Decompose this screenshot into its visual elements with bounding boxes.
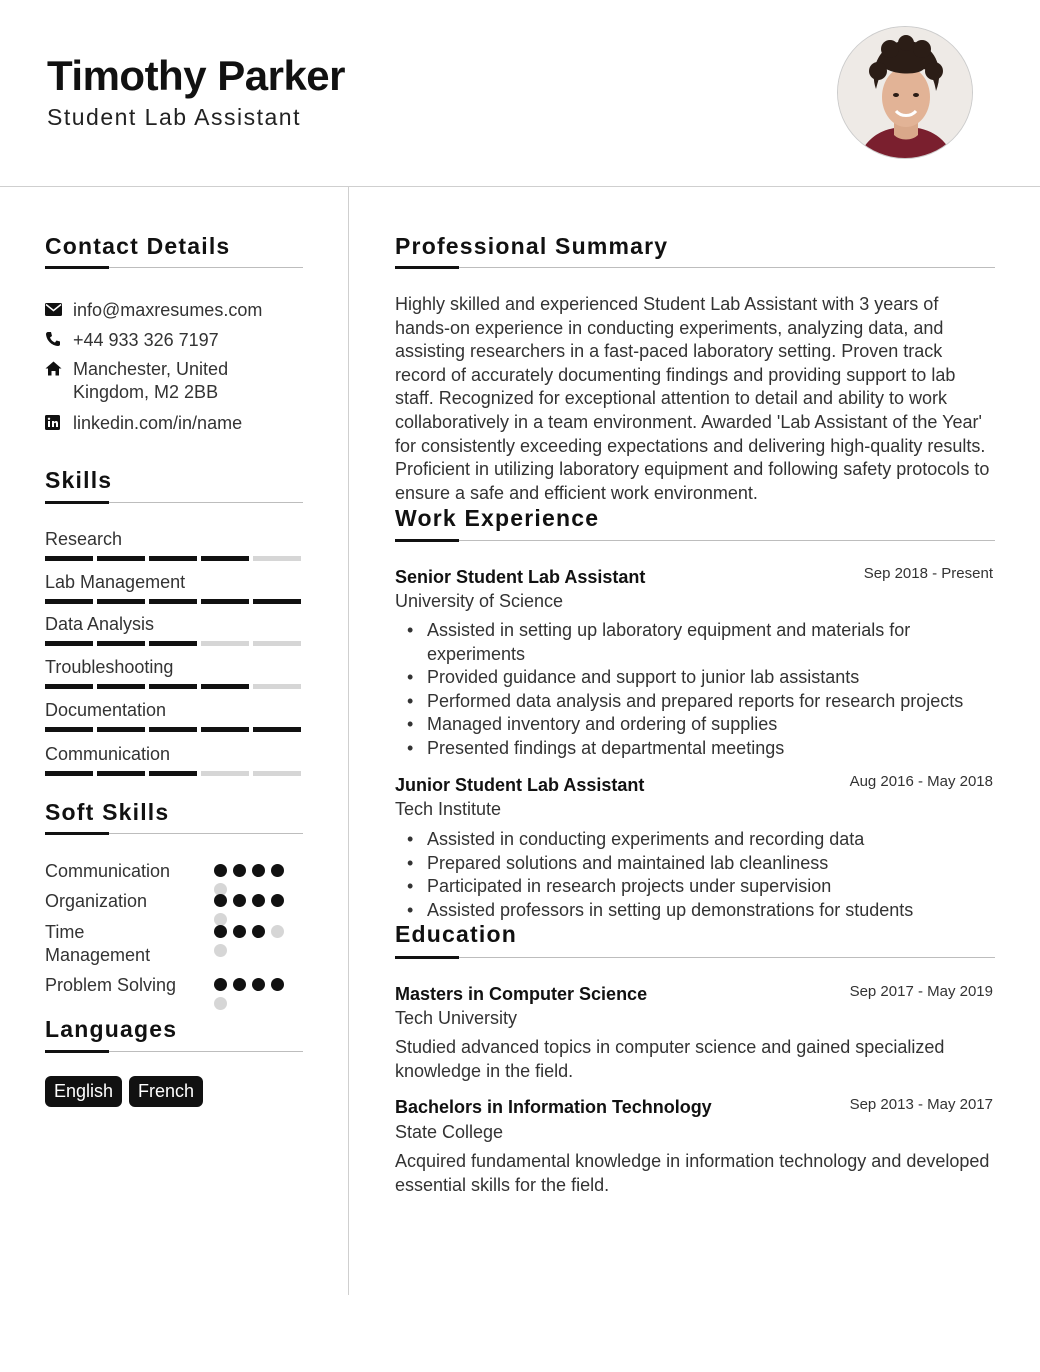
phone-text: +44 933 326 7197 bbox=[73, 330, 219, 350]
skill-level-bar bbox=[45, 599, 305, 604]
skill-bar-segment bbox=[201, 556, 249, 561]
summary-rule bbox=[395, 267, 995, 268]
email-text: info@maxresumes.com bbox=[73, 300, 263, 320]
skill-bar-segment bbox=[253, 641, 301, 646]
experience-accent bbox=[395, 539, 459, 542]
skill-bar-segment bbox=[253, 727, 301, 732]
skill-bar-segment bbox=[97, 771, 145, 776]
education-accent bbox=[395, 956, 459, 959]
skill-bar-segment bbox=[201, 641, 249, 646]
soft-skill-label: Problem Solving bbox=[45, 975, 177, 995]
soft-skill-dot bbox=[233, 894, 246, 907]
skill-label: Research bbox=[45, 529, 123, 549]
soft-skill-label: Organization bbox=[45, 891, 148, 911]
candidate-title: Student Lab Assistant bbox=[47, 104, 301, 130]
language-tag: English bbox=[45, 1076, 122, 1107]
experience-heading: Work Experience bbox=[395, 505, 600, 531]
skill-data-analysis bbox=[45, 614, 305, 646]
skill-documentation bbox=[45, 700, 305, 732]
skill-bar-segment bbox=[97, 684, 145, 689]
linkedin-text: linkedin.com/in/name bbox=[73, 413, 243, 433]
profile-photo bbox=[837, 26, 973, 159]
skill-bar-segment bbox=[45, 599, 93, 604]
degree-title: Masters in Computer Science bbox=[395, 984, 648, 1004]
list-item: • Assisted professors in setting up demonstrations for students bbox=[405, 899, 995, 923]
skill-bar-segment bbox=[201, 684, 249, 689]
degree-title: Bachelors in Information Technology bbox=[395, 1097, 712, 1117]
skill-bar-segment bbox=[253, 771, 301, 776]
education-description: Acquired fundamental knowledge in information technology and developed essential skills for the field. bbox=[395, 1151, 990, 1195]
skill-bar-segment bbox=[45, 771, 93, 776]
skill-label: Troubleshooting bbox=[45, 657, 174, 677]
summary-heading: Professional Summary bbox=[395, 233, 669, 259]
skill-bar-segment bbox=[149, 599, 197, 604]
soft-skill-dots bbox=[214, 925, 294, 957]
soft-skill-dot bbox=[252, 978, 265, 991]
soft-skill-dot bbox=[233, 925, 246, 938]
skill-bar-segment bbox=[201, 771, 249, 776]
school-name: Tech University bbox=[395, 1008, 518, 1028]
soft-skill-dot bbox=[214, 978, 227, 991]
soft-skill-label: Communication bbox=[45, 861, 171, 881]
envelope-icon bbox=[45, 299, 73, 319]
job-date: Aug 2016 - May 2018 bbox=[849, 773, 993, 790]
skill-label: Communication bbox=[45, 744, 171, 764]
soft-skill-dot bbox=[271, 925, 284, 938]
job-organization: University of Science bbox=[395, 591, 564, 611]
skill-bar-segment bbox=[97, 641, 145, 646]
soft-skill-dot bbox=[214, 894, 227, 907]
skills-accent bbox=[45, 501, 109, 504]
soft-skills-heading: Soft Skills bbox=[45, 799, 170, 825]
job-organization: Tech Institute bbox=[395, 799, 502, 819]
education-date: Sep 2013 - May 2017 bbox=[849, 1096, 993, 1113]
soft-skill-dot bbox=[233, 864, 246, 877]
list-item: • Assisted in conducting experiments and recording data bbox=[405, 828, 995, 852]
soft-skill-dot bbox=[252, 864, 265, 877]
skill-research bbox=[45, 529, 305, 561]
skill-bar-segment bbox=[97, 556, 145, 561]
avatar-illustration bbox=[838, 27, 973, 159]
summary-text: Highly skilled and experienced Student Lab Assistant with 3 years of hands-on experience in conducting experiments, analyzing data, and assisting researchers in a fast-paced laboratory setting. Proven track record of accurately documenting findings and providing support to lab staff. Recognized for exceptional attention to detail and ability to work collaboratively in a team environment. Awarded 'Lab Assistant of the Year' for consistently exceeding expectations and delivering high-quality results. Proficient in utilizing laboratory equipment and following safety protocols to ensure a safe and efficient work environment. bbox=[395, 294, 990, 503]
skill-bar-segment bbox=[149, 641, 197, 646]
list-item: • Participated in research projects under supervision bbox=[405, 875, 995, 899]
contact-accent bbox=[45, 266, 109, 269]
skill-bar-segment bbox=[45, 684, 93, 689]
soft-skill-dot bbox=[271, 864, 284, 877]
skill-bar-segment bbox=[253, 556, 301, 561]
languages-accent bbox=[45, 1050, 109, 1053]
soft-skill-dot bbox=[214, 925, 227, 938]
language-tags bbox=[45, 1076, 203, 1107]
skill-level-bar bbox=[45, 727, 305, 732]
skill-communication bbox=[45, 744, 305, 776]
candidate-name: Timothy Parker bbox=[47, 52, 346, 99]
skill-bar-segment bbox=[201, 599, 249, 604]
soft-skill-dots bbox=[214, 978, 294, 1010]
education-date: Sep 2017 - May 2019 bbox=[849, 983, 993, 1000]
education-heading: Education bbox=[395, 921, 517, 947]
contact-address bbox=[45, 358, 293, 404]
job-title: Junior Student Lab Assistant bbox=[395, 775, 645, 795]
skill-bar-segment bbox=[253, 599, 301, 604]
soft-skill-label: Time Management bbox=[45, 922, 151, 965]
language-tag: French bbox=[129, 1076, 203, 1107]
skill-bar-segment bbox=[149, 684, 197, 689]
soft-skill-dots bbox=[214, 894, 294, 926]
list-item: • Presented findings at departmental meetings bbox=[405, 737, 995, 761]
soft-skill-dots bbox=[214, 864, 294, 896]
skill-bar-segment bbox=[45, 556, 93, 561]
soft-skill-dot bbox=[214, 944, 227, 957]
resume-header bbox=[0, 0, 1040, 187]
job-title: Senior Student Lab Assistant bbox=[395, 567, 646, 587]
list-item: • Prepared solutions and maintained lab cleanliness bbox=[405, 852, 995, 876]
list-item: • Managed inventory and ordering of supplies bbox=[405, 713, 995, 737]
contact-linkedin[interactable] bbox=[45, 412, 293, 435]
skill-label: Data Analysis bbox=[45, 614, 155, 634]
skill-bar-segment bbox=[149, 727, 197, 732]
skill-bar-segment bbox=[97, 599, 145, 604]
soft-skill-dot bbox=[214, 997, 227, 1010]
list-item: • Assisted in setting up laboratory equipment and materials for experiments bbox=[405, 619, 995, 666]
address-text: Manchester, United Kingdom, M2 2BB bbox=[73, 359, 229, 402]
phone-icon bbox=[45, 329, 73, 349]
soft-skill-dot bbox=[214, 864, 227, 877]
soft-skill-dot bbox=[252, 894, 265, 907]
soft-skill-dot bbox=[233, 978, 246, 991]
list-item: • Provided guidance and support to junior lab assistants bbox=[405, 666, 995, 690]
skill-bar-segment bbox=[149, 556, 197, 561]
soft-skill-dot bbox=[252, 925, 265, 938]
column-divider bbox=[348, 187, 349, 1295]
skills-heading: Skills bbox=[45, 467, 113, 493]
job-bullets bbox=[405, 828, 995, 922]
contact-phone[interactable] bbox=[45, 329, 293, 352]
languages-heading: Languages bbox=[45, 1016, 178, 1042]
skill-bar-segment bbox=[201, 727, 249, 732]
soft-skill-dot bbox=[271, 894, 284, 907]
school-name: State College bbox=[395, 1122, 504, 1142]
skill-bar-segment bbox=[253, 684, 301, 689]
skill-label: Documentation bbox=[45, 700, 167, 720]
skill-level-bar bbox=[45, 556, 305, 561]
skill-bar-segment bbox=[149, 771, 197, 776]
skill-level-bar bbox=[45, 684, 305, 689]
skill-label: Lab Management bbox=[45, 572, 186, 592]
home-icon bbox=[45, 358, 73, 378]
skill-troubleshooting bbox=[45, 657, 305, 689]
skill-level-bar bbox=[45, 771, 305, 776]
soft-skill-dot bbox=[271, 978, 284, 991]
summary-accent bbox=[395, 266, 459, 269]
job-bullets bbox=[405, 619, 995, 760]
skill-lab-management bbox=[45, 572, 305, 604]
education-rule bbox=[395, 957, 995, 958]
contact-email[interactable] bbox=[45, 299, 293, 322]
skill-bar-segment bbox=[97, 727, 145, 732]
skill-level-bar bbox=[45, 641, 305, 646]
skill-bar-segment bbox=[45, 727, 93, 732]
contact-heading: Contact Details bbox=[45, 233, 231, 259]
education-description: Studied advanced topics in computer science and gained specialized knowledge in the field. bbox=[395, 1037, 945, 1081]
linkedin-icon bbox=[45, 412, 73, 432]
list-item: • Performed data analysis and prepared reports for research projects bbox=[405, 690, 995, 714]
job-date: Sep 2018 - Present bbox=[863, 565, 993, 582]
experience-rule bbox=[395, 540, 995, 541]
skill-bar-segment bbox=[45, 641, 93, 646]
soft-skills-accent bbox=[45, 832, 109, 835]
